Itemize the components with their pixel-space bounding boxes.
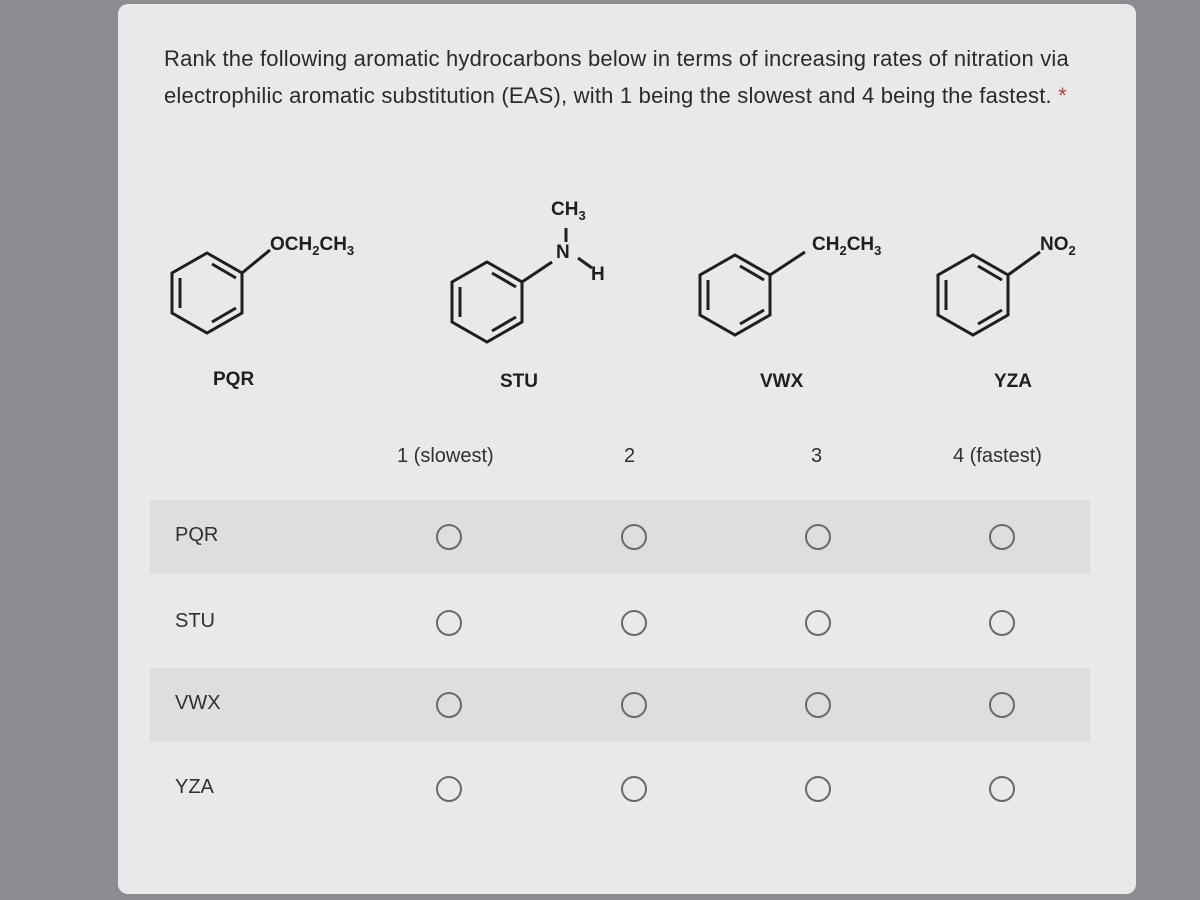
substituent-stu-h: H xyxy=(591,264,605,285)
column-header-1: 1 (slowest) xyxy=(397,445,494,467)
substituent-pqr: $OCH_2CH_3$ xyxy=(270,234,355,258)
row-label-vwx: VWX xyxy=(175,692,221,714)
substituent-stu-n: N xyxy=(556,242,570,263)
column-header-4: 4 (fastest) xyxy=(953,445,1042,467)
radio-vwx-4[interactable] xyxy=(989,692,1015,718)
radio-yza-1[interactable] xyxy=(436,776,462,802)
substituent-yza: $NO_2$ xyxy=(1040,234,1076,258)
radio-pqr-2[interactable] xyxy=(621,524,647,550)
radio-stu-4[interactable] xyxy=(989,610,1015,636)
radio-stu-3[interactable] xyxy=(805,610,831,636)
question-body: Rank the following aromatic hydrocarbons below in terms of increasing rates of nitration via electrophilic aromatic substitution (EAS), with 1 being the slowest and 4 being the fastest. xyxy=(164,46,1069,108)
substituent-stu-ch3: $CH_3$ xyxy=(551,199,586,223)
benzene-ring-vwx xyxy=(700,252,805,335)
benzene-ring-stu xyxy=(452,228,592,342)
radio-vwx-1[interactable] xyxy=(436,692,462,718)
radio-vwx-3[interactable] xyxy=(805,692,831,718)
radio-yza-4[interactable] xyxy=(989,776,1015,802)
grid-row-yza xyxy=(150,752,1090,826)
row-label-stu: STU xyxy=(175,610,215,632)
radio-pqr-1[interactable] xyxy=(436,524,462,550)
molecule-label-yza: YZA xyxy=(994,371,1032,392)
substituent-vwx: $CH_2CH_3$ xyxy=(812,234,882,258)
radio-yza-2[interactable] xyxy=(621,776,647,802)
radio-yza-3[interactable] xyxy=(805,776,831,802)
benzene-ring-pqr xyxy=(172,250,270,333)
benzene-ring-yza xyxy=(938,252,1040,335)
required-marker: * xyxy=(1058,83,1067,108)
radio-pqr-3[interactable] xyxy=(805,524,831,550)
molecule-label-stu: STU xyxy=(500,371,538,392)
grid-row-vwx xyxy=(150,668,1090,742)
column-header-2: 2 xyxy=(624,445,636,467)
radio-vwx-2[interactable] xyxy=(621,692,647,718)
radio-pqr-4[interactable] xyxy=(989,524,1015,550)
row-label-yza: YZA xyxy=(175,776,214,798)
molecule-label-vwx: VWX xyxy=(760,371,804,392)
grid-row-stu xyxy=(150,586,1090,660)
grid-row-pqr xyxy=(150,500,1090,574)
radio-stu-2[interactable] xyxy=(621,610,647,636)
molecule-label-pqr: PQR xyxy=(213,369,255,390)
column-header-3: 3 xyxy=(811,445,823,467)
radio-stu-1[interactable] xyxy=(436,610,462,636)
row-label-pqr: PQR xyxy=(175,524,219,546)
